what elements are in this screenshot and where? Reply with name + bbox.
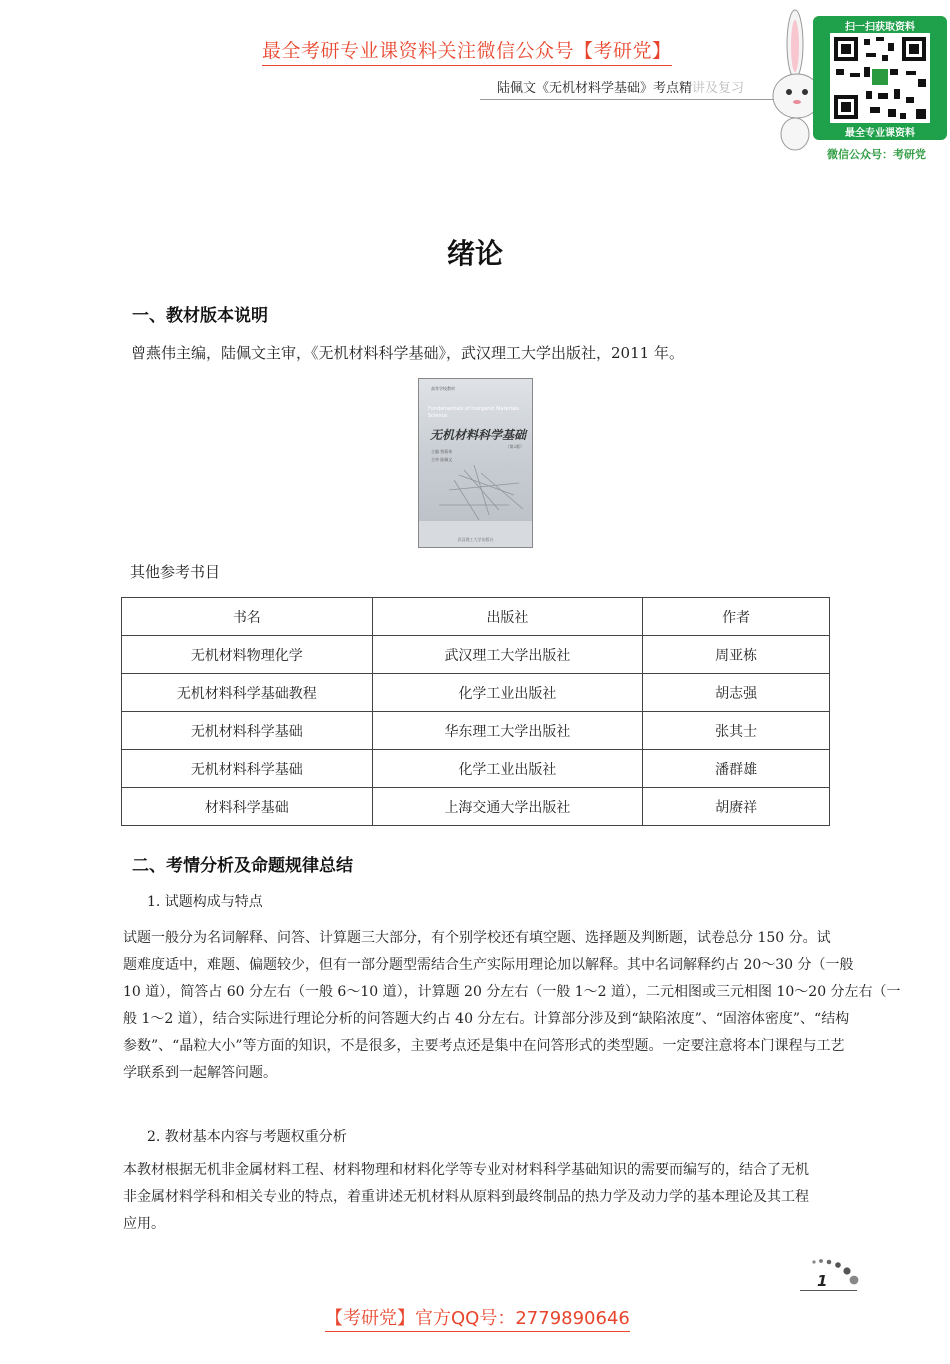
page-number-dots-icon bbox=[808, 1258, 860, 1292]
table-cell: 无机材料物理化学 bbox=[122, 636, 373, 674]
paragraph-line: 参数”、“晶粒大小”等方面的知识，不是很多，主要考点还是集中在问答形式的类型题。一定要注意将本门课程与工艺 bbox=[123, 1038, 845, 1054]
table-row bbox=[122, 750, 830, 788]
table-cell: 化学工业出版社 bbox=[372, 750, 643, 788]
table-cell: 胡志强 bbox=[643, 674, 830, 712]
cover-series: 高等学校教材 bbox=[431, 386, 455, 391]
table-cell: 材料科学基础 bbox=[122, 788, 373, 826]
textbook-edition-text: 曾燕伟主编，陆佩文主审，《无机材料科学基础》，武汉理工大学出版社，2011 年。 bbox=[131, 344, 684, 362]
header-cell-publisher: 出版社 bbox=[372, 598, 643, 636]
cover-title: 无机材料科学基础 bbox=[430, 428, 527, 442]
table-cell: 上海交通大学出版社 bbox=[372, 788, 643, 826]
header-cell-title: 书名 bbox=[122, 598, 373, 636]
section1-heading: 一、教材版本说明 bbox=[132, 306, 268, 326]
cover-english-title: Fundamentals of Inorganic Materials Science bbox=[428, 406, 520, 419]
running-head bbox=[497, 77, 744, 96]
subsection2-heading: 2. 教材基本内容与考题权重分析 bbox=[147, 1129, 347, 1145]
running-head-text: 陆佩文《无机材料学基础》考点精 bbox=[497, 81, 693, 96]
table-cell: 无机材料科学基础教程 bbox=[122, 674, 373, 712]
subsection1-heading: 1. 试题构成与特点 bbox=[147, 894, 263, 910]
table-row bbox=[122, 788, 830, 826]
table-cell: 化学工业出版社 bbox=[372, 674, 643, 712]
table-cell: 华东理工大学出版社 bbox=[372, 712, 643, 750]
top-promo-banner: 最全考研专业课资料关注微信公众号【考研党】 bbox=[262, 36, 672, 66]
bottom-promo-banner: 【考研党】官方QQ号：2779890646 bbox=[325, 1304, 630, 1332]
cover-crystal-art-icon bbox=[419, 465, 532, 547]
paragraph-line: 题难度适中，难题、偏题较少，但有一部分题型需结合生产实际用理论加以解释。其中名词解释约占 20～30 分（一般 bbox=[123, 957, 854, 973]
cover-editor: 主编 曾燕伟 bbox=[431, 449, 453, 454]
table-cell: 张其士 bbox=[643, 712, 830, 750]
paragraph-line: 应用。 bbox=[123, 1216, 165, 1232]
exam-structure-paragraph bbox=[123, 925, 901, 1087]
table-cell: 潘群雄 bbox=[643, 750, 830, 788]
paragraph-line: 试题一般分为名词解释、问答、计算题三大部分，有个别学校还有填空题、选择题及判断题，试卷总分 150 分。试 bbox=[123, 930, 831, 946]
page-number: 1 bbox=[817, 1272, 828, 1290]
cover-reviewer: 主审 陆佩文 bbox=[431, 457, 453, 462]
table-cell: 无机材料科学基础 bbox=[122, 712, 373, 750]
references-table bbox=[121, 597, 830, 826]
table-cell: 武汉理工大学出版社 bbox=[372, 636, 643, 674]
paragraph-line: 10 道），简答占 60 分左右（一般 6～10 道），计算题 20 分左右（一般 1～2 道），二元相图或三元相图 10～20 分左右（一 bbox=[123, 984, 901, 1000]
page-number-rule bbox=[800, 1290, 857, 1291]
cover-publisher: 武汉理工大学出版社 bbox=[457, 537, 494, 542]
qr-caption-bottom: 最全专业课资料 bbox=[845, 128, 915, 139]
wechat-label: 微信公众号：考研党 bbox=[827, 148, 926, 161]
textbook-content-paragraph bbox=[123, 1157, 856, 1238]
page-title: 绪论 bbox=[446, 237, 503, 270]
book-cover-image bbox=[418, 378, 533, 548]
references-label: 其他参考书目 bbox=[130, 563, 221, 581]
qr-code-icon[interactable] bbox=[830, 33, 930, 123]
table-cell: 周亚栋 bbox=[643, 636, 830, 674]
table-row bbox=[122, 636, 830, 674]
cover-edition: （第2版） bbox=[505, 444, 524, 449]
table-cell: 胡赓祥 bbox=[643, 788, 830, 826]
paragraph-line: 学联系到一起解答问题。 bbox=[123, 1065, 277, 1081]
table-row bbox=[122, 712, 830, 750]
running-head-faded: 讲及复习 bbox=[692, 81, 745, 96]
paragraph-line: 本教材根据无机非金属材料工程、材料物理和材料化学等专业对材料科学基础知识的需要而编写的，结合了无机 bbox=[123, 1162, 809, 1178]
qr-caption-top: 扫一扫获取资料 bbox=[845, 22, 915, 33]
paragraph-line: 非金属材料学科和相关专业的特点，着重讲述无机材料从原料到最终制品的热力学及动力学的基本理论及其工程 bbox=[123, 1189, 809, 1205]
table-cell: 无机材料科学基础 bbox=[122, 750, 373, 788]
paragraph-line: 般 1～2 道），结合实际进行理论分析的问答题大约占 40 分左右。计算部分涉及到“缺陷浓度”、“固溶体密度”、“结构 bbox=[123, 1011, 850, 1027]
header-cell-author: 作者 bbox=[643, 598, 830, 636]
table-header-row bbox=[122, 598, 830, 636]
table-row bbox=[122, 674, 830, 712]
section2-heading: 二、考情分析及命题规律总结 bbox=[132, 856, 353, 876]
